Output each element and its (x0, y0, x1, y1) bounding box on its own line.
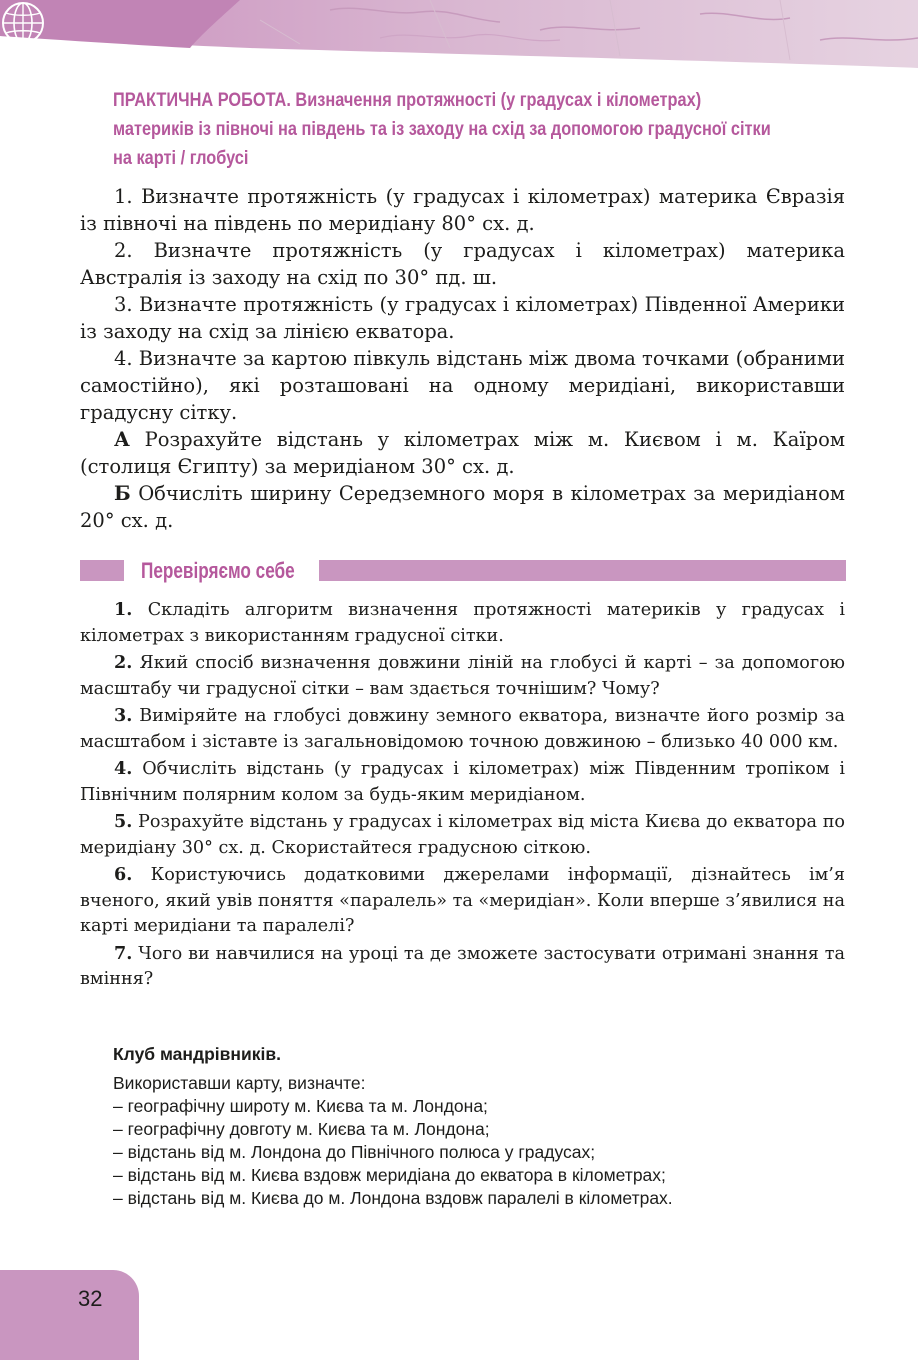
practical-tasks (80, 183, 845, 534)
page-number: 32 (78, 1286, 103, 1311)
question-number: 2. (114, 652, 133, 673)
subtask-item (80, 480, 845, 534)
question-text: Який спосіб визначення довжини ліній на глобусі й карті – за допомогою масштабу чи градусної сітки – вам здається точнішим? Чому? (80, 653, 846, 699)
practical-work-title (113, 86, 771, 173)
question-number: 3. (114, 705, 133, 726)
check-questions (80, 597, 845, 994)
question-text: Виміряйте на глобусі довжину земного екватора, визначте його розмір за масштабом і зіставте із загальновідомою точною довжиною – близько 40 000 км. (80, 706, 845, 752)
subtask-text: Обчисліть ширину Середземного моря в кілометрах за меридіаном 20° сх. д. (80, 482, 845, 532)
question-item (80, 809, 845, 861)
question-text: Розрахуйте відстань у градусах і кілометрах від міста Києва до екватора по меридіану 30° сх. д. Скористайтеся градусною сіткою. (80, 812, 846, 858)
subtask-text: Розрахуйте відстань у кілометрах між м. Києвом і м. Каїром (столиця Єгипту) за меридіаном 30° сх. д. (80, 428, 845, 478)
question-text: Складіть алгоритм визначення протяжності материків у градусах і кілометрах з використанням градусної сітки. (80, 600, 845, 646)
banner-map-decoration (0, 0, 918, 70)
header-bar-right (319, 560, 846, 581)
question-item (80, 650, 845, 702)
club-list-item: – географічну широту м. Києва та м. Лондона; (113, 1096, 488, 1116)
task-item: 1. Визначте протяжність (у градусах і кілометрах) материка Євразія із півночі на південь по меридіану 80° сх. д. (80, 185, 845, 235)
task-item: 4. Визначте за картою півкуль відстань між двома точками (обраними самостійно), які розташовані на одному меридіані, використавши градусну сітку. (80, 347, 845, 424)
club-list-item: – географічну довготу м. Києва та м. Лондона; (113, 1119, 490, 1139)
task-item: 3. Визначте протяжність (у градусах і кілометрах) Південної Америки із заходу на схід за лінією екватора. (80, 293, 845, 343)
section-title: Перевіряємо себе (141, 558, 295, 583)
question-item (80, 862, 845, 940)
question-number: 1. (114, 599, 133, 620)
club-title: Клуб мандрівників. (113, 1044, 281, 1064)
club-intro: Використавши карту, визначте: (113, 1073, 366, 1093)
title-line: материків із півночі на південь та із заходу на схід за допомогою градусної сітки (113, 119, 771, 140)
club-list-item: – відстань від м. Лондона до Північного полюса у градусах; (113, 1142, 596, 1162)
question-text: Користуючись додатковими джерелами інформації, дізнайтесь ім’я вченого, який увів поняття «паралель» та «меридіан». Коли вперше з’явилися на карті меридіани та паралелі? (80, 865, 846, 936)
page-number-tab (0, 1270, 139, 1360)
question-item (80, 756, 845, 808)
question-text: Чого ви навчилися на уроці та де зможете застосувати отримані знання та вміння? (80, 943, 845, 989)
club-list-item: – відстань від м. Києва вздовж меридіана до екватора в кілометрах; (113, 1165, 666, 1185)
header-bar-left (80, 560, 124, 581)
subtask-letter: А (114, 428, 130, 451)
check-yourself-header (80, 559, 846, 583)
travellers-club (113, 1043, 833, 1210)
question-text: Обчисліть відстань (у градусах і кілометрах) між Південним тропіком і Північним полярним колом за будь-яким меридіаном. (80, 759, 846, 805)
top-banner (0, 0, 918, 70)
question-number: 5. (114, 811, 133, 832)
subtask-letter: Б (114, 482, 131, 505)
question-number: 7. (114, 942, 133, 964)
question-item (80, 597, 845, 649)
subtask-item (80, 426, 845, 480)
question-item (80, 703, 845, 755)
question-item (80, 941, 845, 993)
question-number: 6. (114, 864, 133, 885)
title-line: ПРАКТИЧНА РОБОТА. Визначення протяжності (у градусах і кілометрах) (113, 90, 702, 111)
title-line: на карті / глобусі (113, 148, 249, 169)
task-item: 2. Визначте протяжність (у градусах і кілометрах) материка Австралія із заходу на схід по 30° пд. ш. (80, 239, 845, 289)
question-number: 4. (114, 758, 133, 779)
globe-icon (0, 0, 46, 46)
club-list-item: – відстань від м. Києва до м. Лондона вздовж паралелі в кілометрах. (113, 1188, 673, 1208)
